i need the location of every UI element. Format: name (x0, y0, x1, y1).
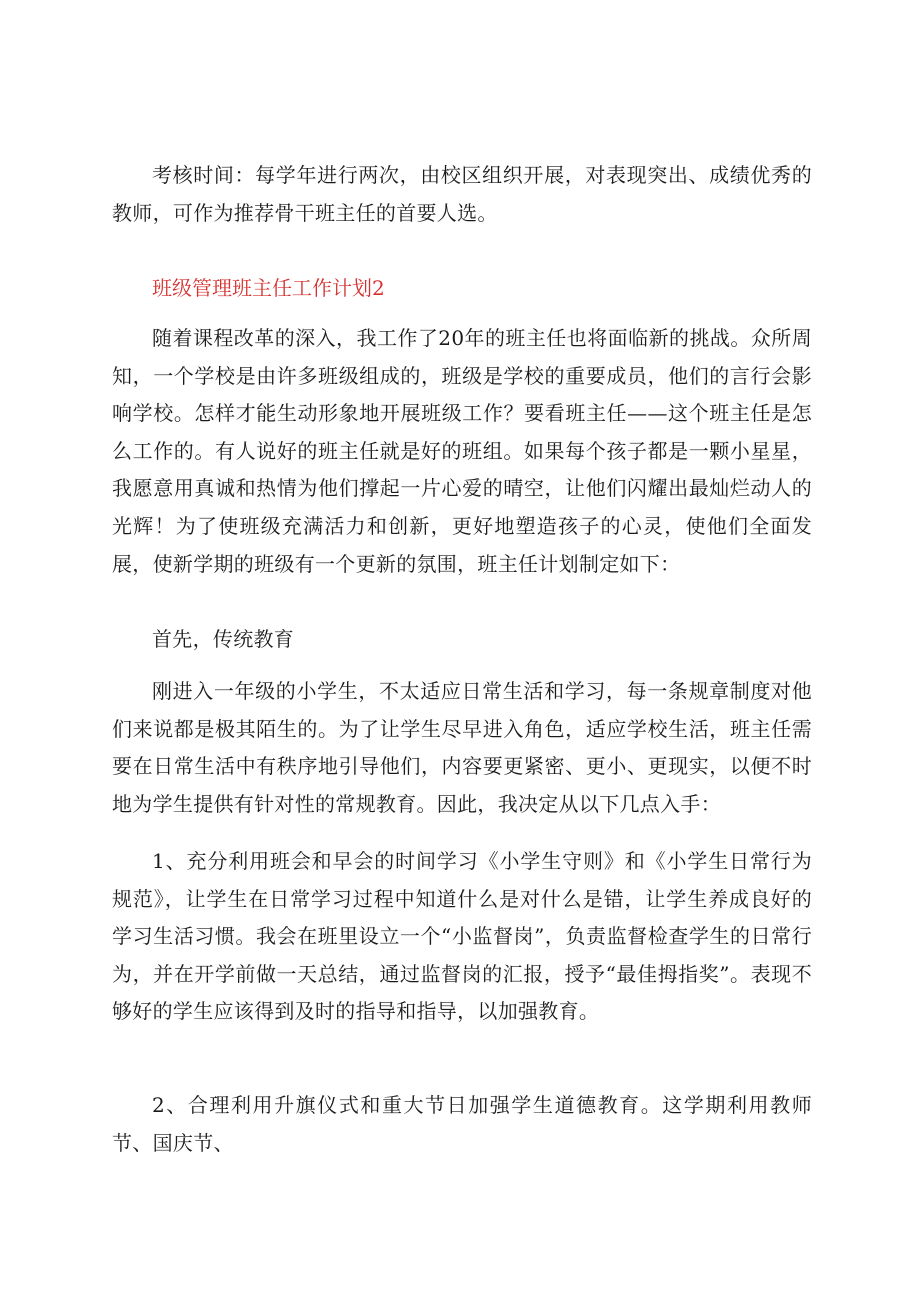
paragraph-new-students: 刚进入一年级的小学生，不太适应日常生活和学习，每一条规章制度对他们来说都是极其陌生的。为了让学生尽早进入角色，适应学校生活，班主任需要在日常生活中有秩序地引导他们，内容要更紧密、更小、更现实，以便不时地为学生提供有针对性的常规教育。因此，我决定从以下几点入手： (112, 679, 812, 816)
section-heading: 班级管理班主任工作计划2 (152, 276, 385, 300)
list-item-2: 2、合理利用升旗仪式和重大节日加强学生道德教育。这学期利用教师节、国庆节、 (112, 1093, 812, 1155)
paragraph-assessment-time: 考核时间：每学年进行两次，由校区组织开展，对表现突出、成绩优秀的教师，可作为推荐骨干班主任的首要人选。 (112, 163, 812, 225)
paragraph-intro: 随着课程改革的深入，我工作了20年的班主任也将面临新的挑战。众所周知，一个学校是由许多班级组成的，班级是学校的重要成员，他们的言行会影响学校。怎样才能生动形象地开展班级工作？要看班主任——这个班主任是怎么工作的。有人说好的班主任就是好的班组。如果每个孩子都是一颗小星星，我愿意用真诚和热情为他们撑起一片心爱的晴空，让他们闪耀出最灿烂动人的光辉！为了使班级充满活力和创新，更好地塑造孩子的心灵，使他们全面发展，使新学期的班级有一个更新的氛围，班主任计划制定如下： (112, 326, 812, 576)
list-item-1: 1、充分利用班会和早会的时间学习《小学生守则》和《小学生日常行为规范》，让学生在日常学习过程中知道什么是对什么是错，让学生养成良好的学习生活习惯。我会在班里设立一个“小监督岗”，负责监督检查学生的日常行为，并在开学前做一天总结，通过监督岗的汇报，授予“最佳拇指奖”。表现不够好的学生应该得到及时的指导和指导，以加强教育。 (112, 849, 812, 1024)
paragraph-first-traditional-education: 首先，传统教育 (152, 627, 295, 651)
